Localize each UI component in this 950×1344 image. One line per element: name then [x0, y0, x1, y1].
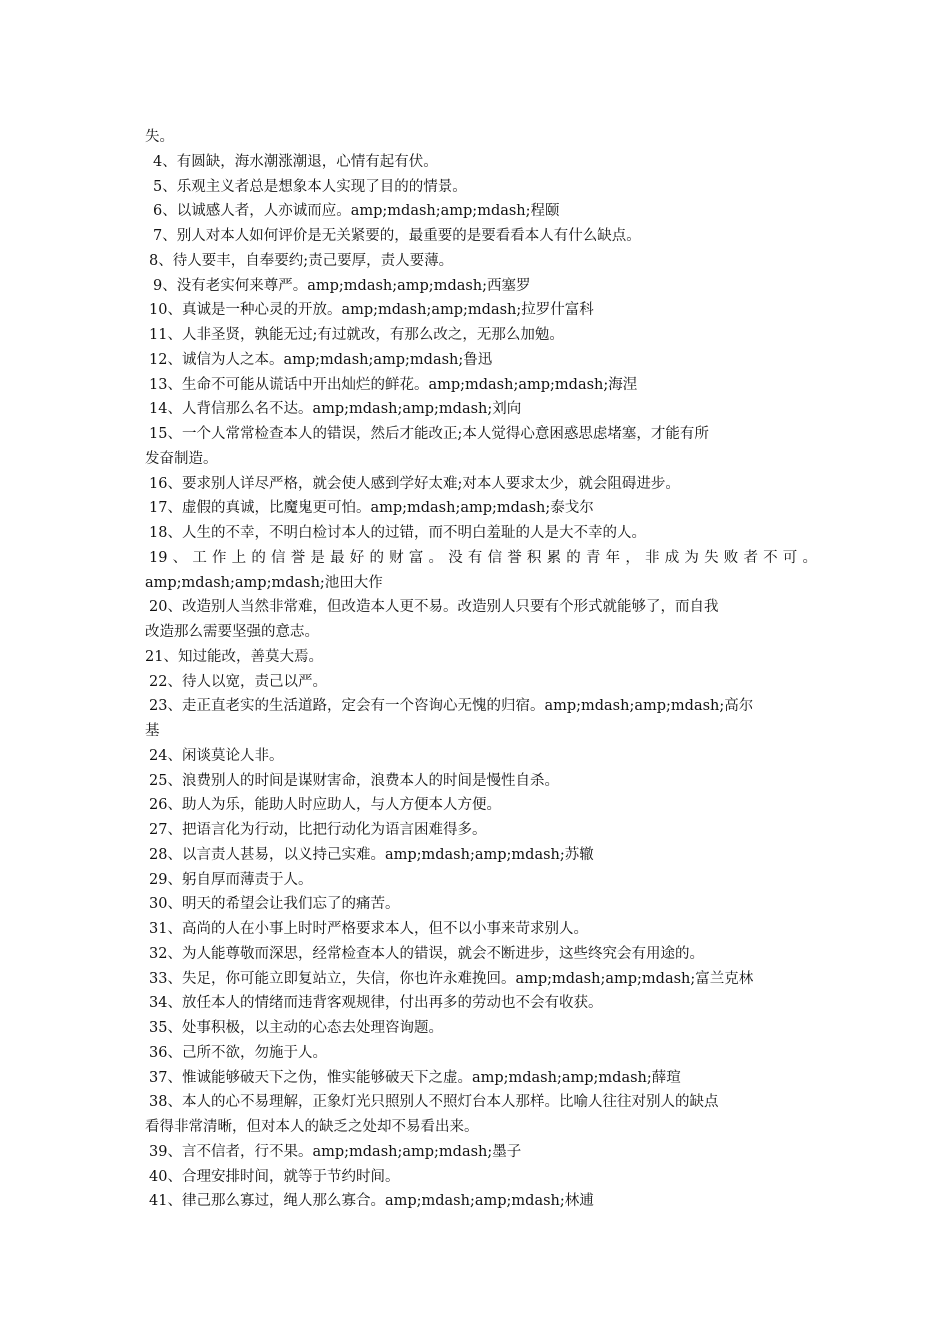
text-line: 27、把语言化为行动，比把行动化为语言困难得多。	[149, 822, 487, 838]
text-line: 7、别人对本人如何评价是无关紧要的，最重要的是要看看本人有什么缺点。	[153, 228, 641, 244]
text-line: 失。	[145, 129, 174, 145]
text-line: 36、己所不欲，勿施于人。	[149, 1044, 327, 1061]
text-line: 看得非常清晰，但对本人的缺乏之处却不易看出来。	[145, 1119, 479, 1135]
text-line: 30、明天的希望会让我们忘了的痛苦。	[149, 896, 400, 913]
text-line: 12、诚信为人之本。amp;mdash;amp;mdash;鲁迅	[149, 351, 493, 368]
text-body	[145, 125, 817, 1214]
text-line: 8、待人要丰，自奉要约;责己要厚，责人要薄。	[149, 252, 454, 269]
text-line: 37、惟诚能够破天下之伪，惟实能够破天下之虚。amp;mdash;amp;mdash;薛瑄	[149, 1069, 681, 1086]
text-line: 28、以言责人甚易，以义持己实难。amp;mdash;amp;mdash;苏辙	[149, 846, 594, 863]
text-line: 26、助人为乐，能助人时应助人，与人方便本人方便。	[149, 797, 501, 814]
text-line: 32、为人能尊敬而深思，经常检查本人的错误，就会不断进步，这些终究会有用途的。	[149, 945, 704, 962]
text-line: 4、有圆缺，海水潮涨潮退，心情有起有伏。	[153, 153, 438, 170]
text-line: 35、处事积极，以主动的心态去处理咨询题。	[149, 1020, 443, 1036]
text-line: 24、闲谈莫论人非。	[149, 747, 284, 764]
text-line: 31、高尚的人在小事上时时严格要求本人，但不以小事来苛求别人。	[149, 921, 588, 937]
text-line: 9、没有老实何来尊严。amp;mdash;amp;mdash;西塞罗	[153, 277, 531, 294]
text-line: 40、合理安排时间，就等于节约时间。	[149, 1168, 400, 1185]
text-line: amp;mdash;amp;mdash;池田大作	[145, 574, 383, 591]
text-line: 38、本人的心不易理解，正象灯光只照别人不照灯台本人那样。比喻人往往对别人的缺点	[149, 1094, 719, 1111]
text-line: 6、以诚感人者，人亦诚而应。amp;mdash;amp;mdash;程颐	[153, 203, 560, 220]
text-line: 基	[145, 723, 160, 739]
text-line: 29、躬自厚而薄责于人。	[149, 871, 313, 888]
text-line: 20、改造别人当然非常难，但改造本人更不易。改造别人只要有个形式就能够了，而自我	[149, 599, 719, 616]
text-line: 34、放任本人的情绪而违背客观规律，付出再多的劳动也不会有收获。	[149, 995, 603, 1012]
text-line: 23、走正直老实的生活道路，定会有一个咨询心无愧的归宿。amp;mdash;amp;mdash;高尔	[149, 698, 754, 715]
text-line: 13、生命不可能从谎话中开出灿烂的鲜花。amp;mdash;amp;mdash;海涅	[149, 376, 638, 393]
text-line: 5、乐观主义者总是想象本人实现了目的的情景。	[153, 178, 467, 195]
text-line: 14、人背信那么名不达。amp;mdash;amp;mdash;刘向	[149, 401, 522, 418]
text-line: 39、言不信者，行不果。amp;mdash;amp;mdash;墨子	[149, 1143, 522, 1160]
text-line: 10、真诚是一种心灵的开放。amp;mdash;amp;mdash;拉罗什富科	[149, 302, 594, 319]
text-line: 16、要求别人详尽严格，就会使人感到学好太难;对本人要求太少，就会阻碍进步。	[149, 475, 680, 492]
text-line: 25、浪费别人的时间是谋财害命，浪费本人的时间是慢性自杀。	[149, 772, 559, 789]
text-line: 18、人生的不幸，不明白检讨本人的过错，而不明白羞耻的人是大不幸的人。	[149, 525, 646, 541]
text-line: 21、知过能改，善莫大焉。	[145, 648, 323, 665]
text-line: 11、人非圣贤，孰能无过;有过就改，有那么改之，无那么加勉。	[149, 327, 564, 343]
text-line: 17、虚假的真诚，比魔鬼更可怕。amp;mdash;amp;mdash;泰戈尔	[149, 500, 594, 517]
text-line: 33、失足，你可能立即复站立，失信，你也许永难挽回。amp;mdash;amp;mdash;富兰克林	[149, 970, 754, 987]
text-line: 15、一个人常常检查本人的错误，然后才能改正;本人觉得心意困惑思虑堵塞，才能有所	[149, 426, 709, 442]
text-line: 19、工作上的信誉是最好的财富。没有信誉积累的青年，非成为失败者不可。	[149, 549, 817, 566]
text-line: 发奋制造。	[145, 450, 218, 467]
text-line: 改造那么需要坚强的意志。	[145, 624, 319, 640]
text-line: 41、律己那么寡过，绳人那么寡合。amp;mdash;amp;mdash;林逋	[149, 1193, 594, 1210]
text-line: 22、待人以宽，责己以严。	[149, 673, 327, 690]
